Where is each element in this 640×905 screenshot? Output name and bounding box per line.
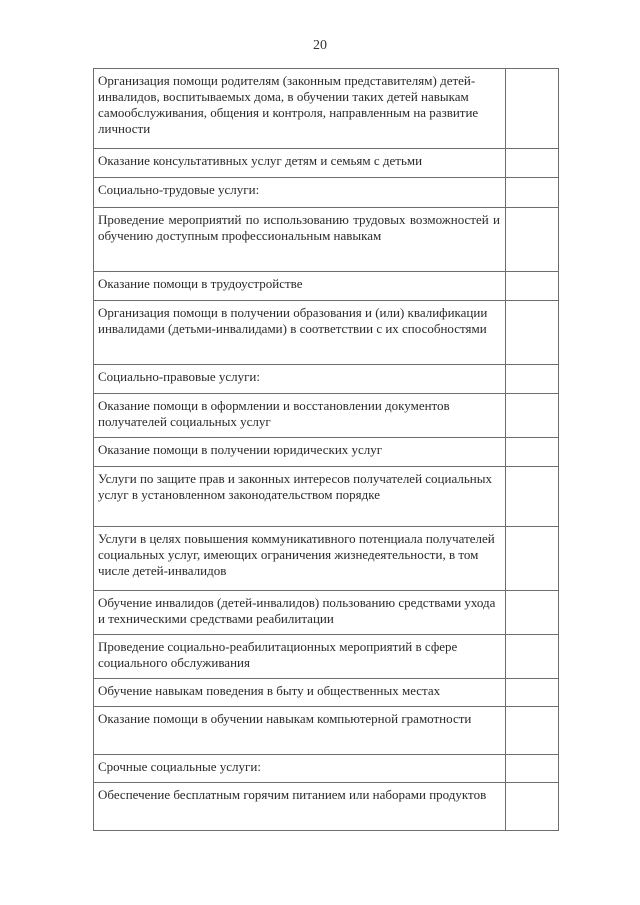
service-name-cell: Организация помощи родителям (законным представителям) детей-инвалидов, воспитываемых дома, в обучении таких детей навыкам самообслуживания, общения и контроля, направленным на развитие личности [94,69,506,149]
table-row [94,755,559,783]
empty-cell [506,272,559,301]
service-name-cell: Оказание помощи в обучении навыкам компьютерной грамотности [94,707,506,755]
empty-cell [506,679,559,707]
empty-cell [506,149,559,178]
table-row [94,783,559,831]
table-row [94,365,559,394]
empty-cell [506,755,559,783]
empty-cell [506,783,559,831]
table-row [94,707,559,755]
table-row [94,178,559,208]
service-name-cell: Социально-правовые услуги: [94,365,506,394]
empty-cell [506,394,559,438]
service-name-cell: Обеспечение бесплатным горячим питанием или наборами продуктов [94,783,506,831]
empty-cell [506,69,559,149]
table-row [94,591,559,635]
empty-cell [506,527,559,591]
table-row [94,394,559,438]
services-table [93,68,559,831]
table-row [94,208,559,272]
service-name-cell: Услуги в целях повышения коммуникативного потенциала получателей социальных услуг, имеющих ограничения жизнедеятельности, в том числе детей-инвалидов [94,527,506,591]
table-row [94,438,559,467]
empty-cell [506,438,559,467]
empty-cell [506,208,559,272]
empty-cell [506,301,559,365]
service-name-cell: Организация помощи в получении образования и (или) квалификации инвалидами (детьми-инвалидами) в соответствии с их способностями [94,301,506,365]
table-row [94,69,559,149]
service-name-cell: Социально-трудовые услуги: [94,178,506,208]
table-row [94,635,559,679]
service-name-cell: Проведение социально-реабилитационных мероприятий в сфере социального обслуживания [94,635,506,679]
service-name-cell: Оказание помощи в оформлении и восстановлении документов получателей социальных услуг [94,394,506,438]
table-row [94,467,559,527]
empty-cell [506,635,559,679]
service-name-cell: Оказание помощи в получении юридических услуг [94,438,506,467]
service-name-cell: Оказание консультативных услуг детям и семьям с детьми [94,149,506,178]
table-row [94,527,559,591]
table-row [94,272,559,301]
table-row [94,301,559,365]
empty-cell [506,707,559,755]
service-name-cell: Услуги по защите прав и законных интересов получателей социальных услуг в установленном законодательством порядке [94,467,506,527]
table-row [94,679,559,707]
service-name-cell: Проведение мероприятий по использованию трудовых возможностей и обучению доступным профессиональным навыкам [94,208,506,272]
empty-cell [506,365,559,394]
service-name-cell: Обучение инвалидов (детей-инвалидов) пользованию средствами ухода и техническими средствами реабилитации [94,591,506,635]
service-name-cell: Оказание помощи в трудоустройстве [94,272,506,301]
table-row [94,149,559,178]
service-name-cell: Обучение навыкам поведения в быту и общественных местах [94,679,506,707]
empty-cell [506,467,559,527]
service-name-cell: Срочные социальные услуги: [94,755,506,783]
empty-cell [506,178,559,208]
services-table-body [94,69,559,831]
page-number: 20 [313,38,327,53]
empty-cell [506,591,559,635]
